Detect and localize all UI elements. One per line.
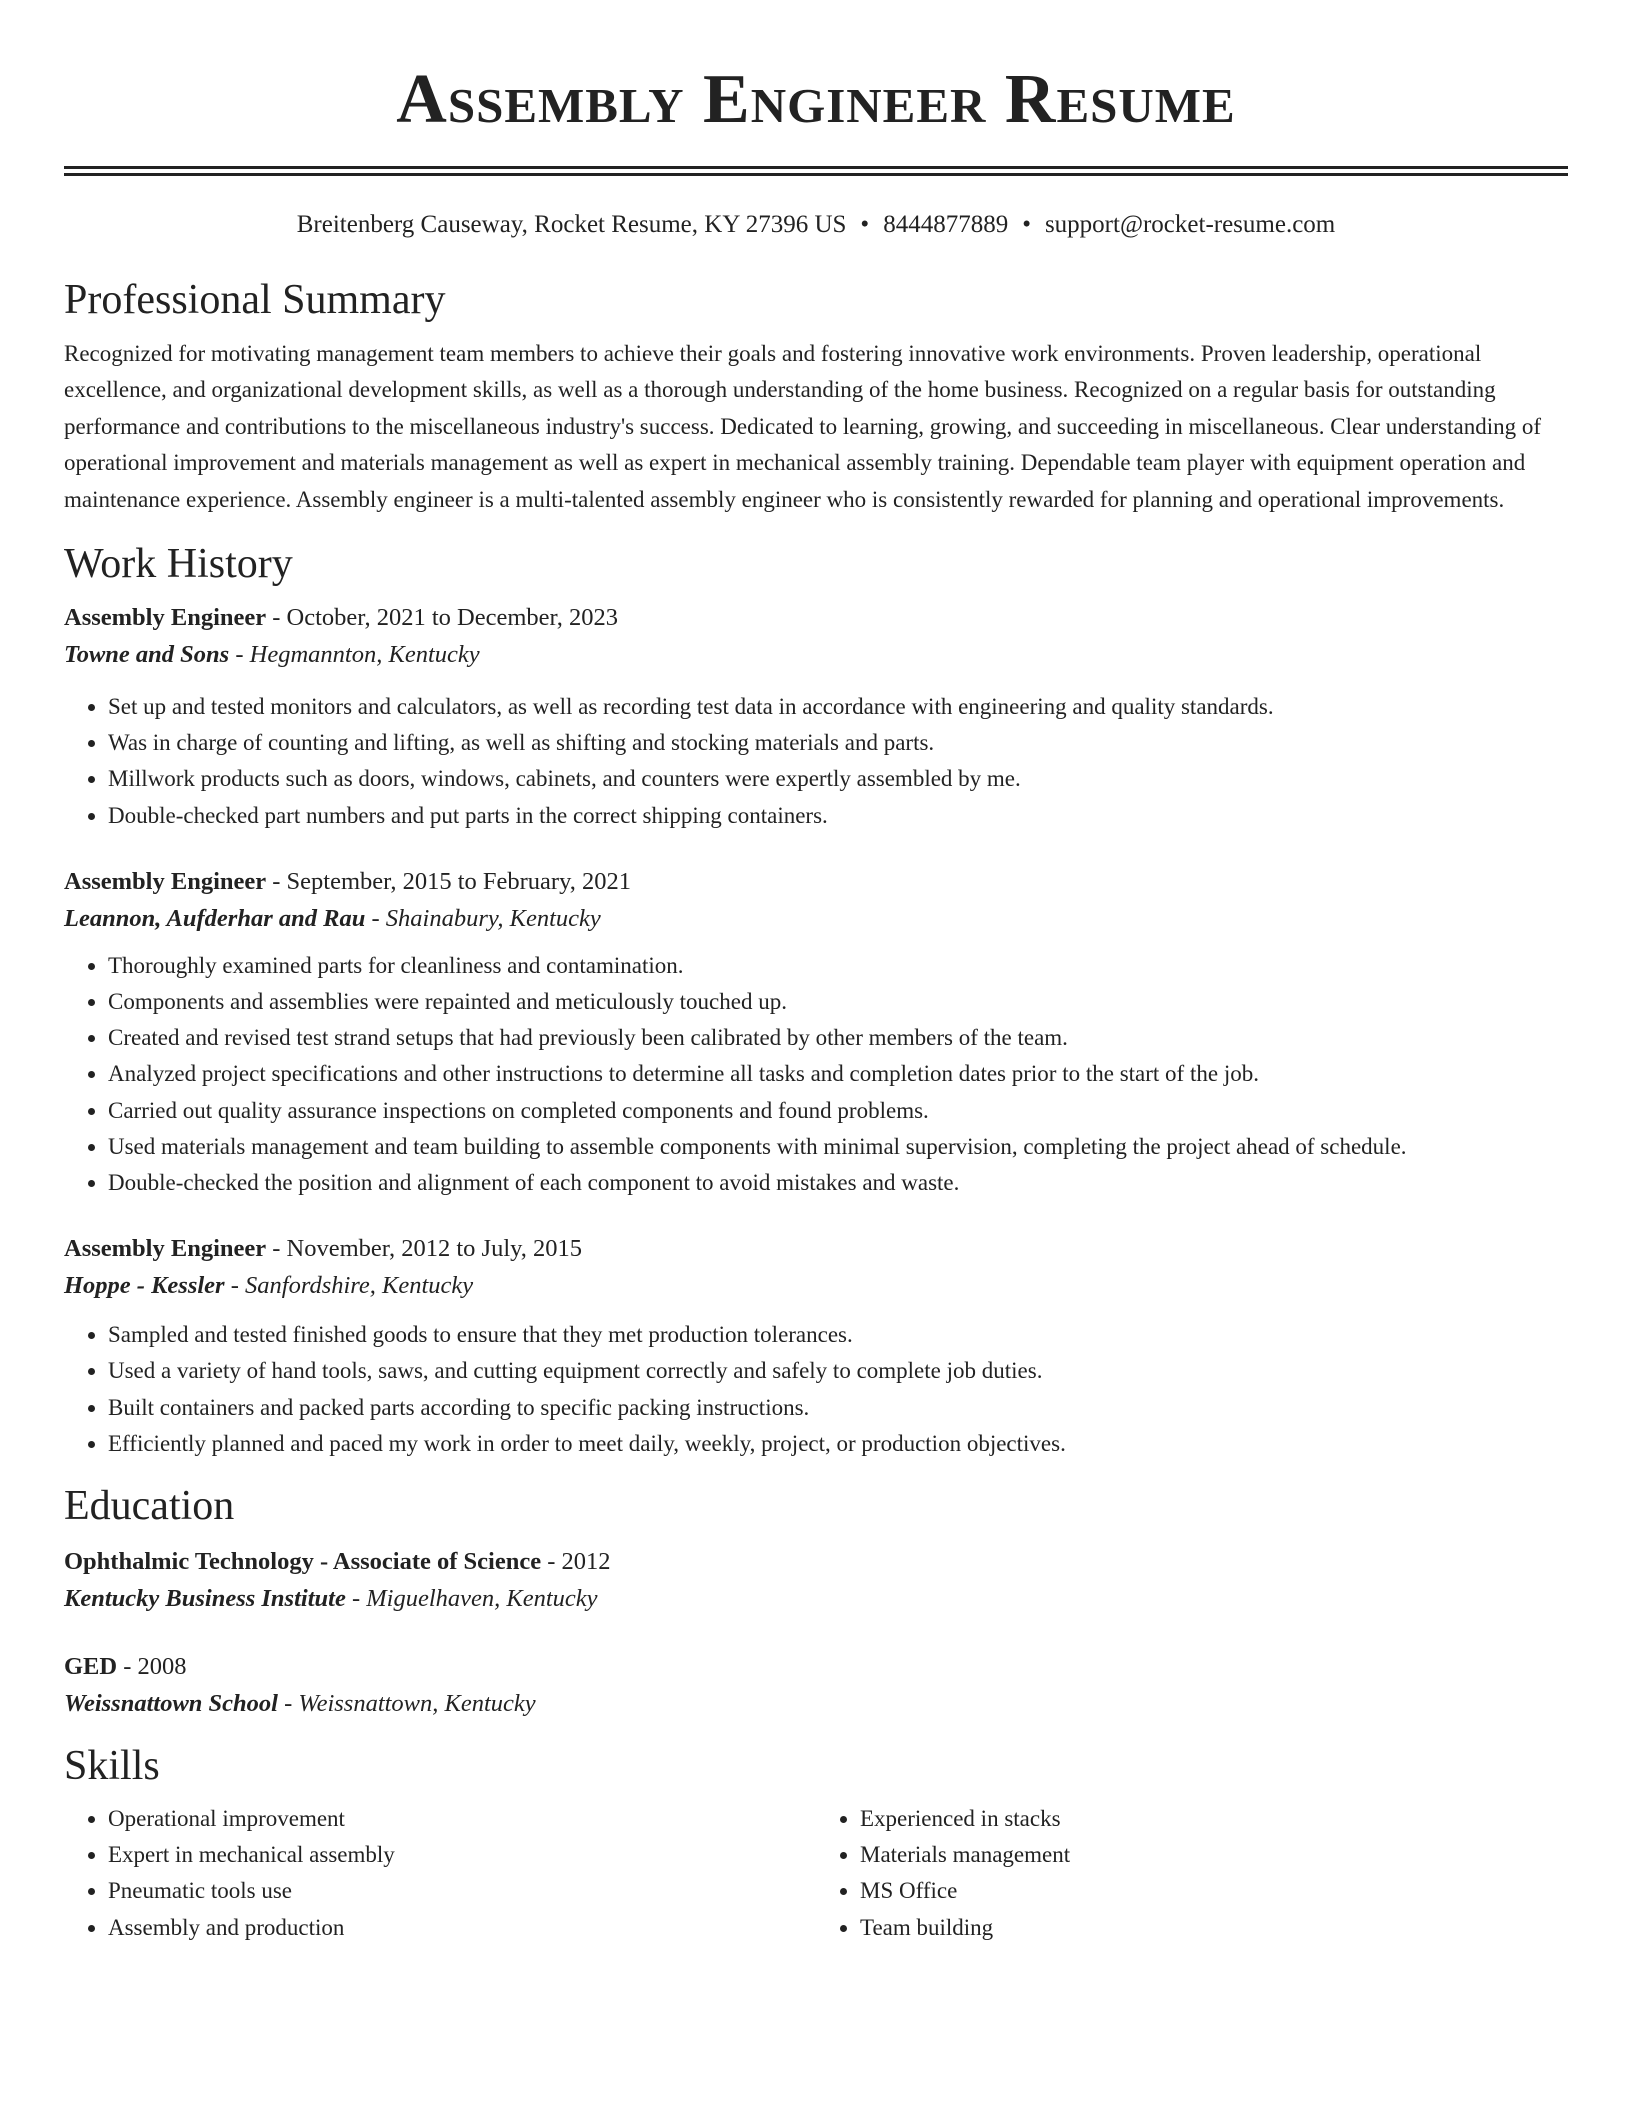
section-heading-education: Education	[64, 1483, 235, 1530]
list-item: • Double-checked the position and alignment of each component to avoid mistakes and waste.	[108, 1165, 1568, 1201]
skill-item: • Experienced in stacks	[860, 1801, 1568, 1837]
job-title-line	[64, 600, 1568, 636]
contact-separator: •	[1022, 211, 1031, 238]
job-location: Sanfordshire, Kentucky	[245, 1272, 474, 1300]
job-location: Hegmannton, Kentucky	[249, 641, 480, 669]
list-item: • Created and revised test strand setups that had previously been calibrated by other members of the team.	[108, 1020, 1568, 1056]
job-company: Leannon, Aufderhar and Rau	[64, 904, 366, 932]
section-heading-summary: Professional Summary	[64, 277, 446, 323]
education-degree-line	[64, 1649, 1568, 1685]
dash: -	[266, 867, 287, 895]
list-item: • Set up and tested monitors and calculators, as well as recording test data in accordance with engineering and quality standards.	[108, 689, 1568, 725]
job-company-line	[64, 1267, 1568, 1305]
job-entry	[64, 1231, 1568, 1462]
job-company-line	[64, 636, 1568, 674]
resume-title: Assembly Engineer Resume	[396, 61, 1236, 138]
list-item: • Thoroughly examined parts for cleanliness and contamination.	[108, 948, 1568, 984]
skills-list-right	[816, 1801, 1568, 1946]
job-company: Hoppe - Kessler	[64, 1272, 225, 1300]
education-location: Miguelhaven, Kentucky	[366, 1585, 598, 1613]
dash: -	[541, 1548, 562, 1576]
education-entry	[64, 1649, 1568, 1723]
list-item: • Built containers and packed parts according to specific packing instructions.	[108, 1390, 1568, 1426]
list-item: • Was in charge of counting and lifting, as well as shifting and stocking materials and parts.	[108, 725, 1568, 761]
contact-phone: 8444877889	[883, 211, 1009, 238]
job-dates: September, 2015 to February, 2021	[286, 867, 631, 895]
job-title: Assembly Engineer	[64, 867, 267, 895]
education-school-line	[64, 1685, 1568, 1723]
dash: -	[277, 1690, 299, 1718]
job-title-line	[64, 864, 1568, 900]
title-double-rule	[64, 166, 1568, 176]
education-school-line	[64, 1580, 1568, 1618]
skill-item: • Team building	[860, 1910, 1568, 1946]
list-item: • Millwork products such as doors, windows, cabinets, and counters were expertly assembled by me.	[108, 761, 1568, 797]
job-entry	[64, 600, 1568, 834]
contact-address: Breitenberg Causeway, Rocket Resume, KY 27396 US	[296, 211, 847, 238]
list-item: • Double-checked part numbers and put parts in the correct shipping containers.	[108, 798, 1568, 834]
list-item: • Analyzed project specifications and other instructions to determine all tasks and completion dates prior to the start of the job.	[108, 1056, 1568, 1092]
section-heading-skills: Skills	[64, 1743, 160, 1790]
dash: -	[266, 1235, 287, 1263]
education-entry	[64, 1544, 1568, 1618]
list-item: • Components and assemblies were repainted and meticulously touched up.	[108, 984, 1568, 1020]
dash: -	[117, 1653, 138, 1681]
job-duties-list	[64, 948, 1568, 1201]
skill-item: • MS Office	[860, 1873, 1568, 1909]
dash: -	[345, 1585, 367, 1613]
education-degree-line	[64, 1544, 1568, 1580]
education-school: Kentucky Business Institute	[64, 1585, 346, 1613]
skill-item: • Expert in mechanical assembly	[108, 1837, 816, 1873]
dash: -	[266, 604, 287, 632]
dash: -	[365, 904, 386, 932]
education-year: 2008	[137, 1653, 187, 1681]
skill-item: • Materials management	[860, 1837, 1568, 1873]
job-company-line	[64, 900, 1568, 938]
job-title: Assembly Engineer	[64, 1235, 267, 1263]
job-company: Towne and Sons	[64, 641, 230, 669]
education-degree: Ophthalmic Technology - Associate of Science	[64, 1548, 542, 1576]
list-item: • Used materials management and team building to assemble components with minimal supervision, completing the project ahead of schedule.	[108, 1129, 1568, 1165]
job-dates: November, 2012 to July, 2015	[286, 1235, 583, 1263]
skill-item: • Pneumatic tools use	[108, 1873, 816, 1909]
section-heading-work-history: Work History	[64, 541, 293, 588]
contact-email: support@rocket-resume.com	[1044, 211, 1336, 238]
job-entry	[64, 864, 1568, 1201]
education-school: Weissnattown School	[64, 1690, 278, 1718]
dash: -	[229, 641, 250, 669]
list-item: • Used a variety of hand tools, saws, and cutting equipment correctly and safely to complete job duties.	[108, 1353, 1568, 1389]
summary-text: Recognized for motivating management team members to achieve their goals and fostering innovative work environments. Proven leadership, operational excellence, and organizational development skills, as well as a thorough understanding of the home business. Recognized on a regular basis for outstanding performance and contributions to the miscellaneous industry's success. Dedicated to learning, growing, and succeeding in miscellaneous. Clear understanding of operational improvement and materials management as well as expert in mechanical assembly training. Dependable team player with equipment operation and maintenance experience. Assembly engineer is a multi-talented assembly engineer who is consistently rewarded for planning and operational improvements.	[64, 341, 1542, 512]
list-item: • Efficiently planned and paced my work in order to meet daily, weekly, project, or production objectives.	[108, 1426, 1568, 1462]
list-item: • Sampled and tested finished goods to ensure that they met production tolerances.	[108, 1317, 1568, 1353]
job-duties-list	[64, 689, 1568, 834]
contact-line	[64, 210, 1568, 240]
education-year: 2012	[561, 1548, 611, 1576]
education-degree: GED	[64, 1653, 118, 1681]
job-location: Shainabury, Kentucky	[385, 904, 601, 932]
skills-list-left	[64, 1801, 816, 1946]
job-duties-list	[64, 1317, 1568, 1462]
skill-item: • Operational improvement	[108, 1801, 816, 1837]
job-dates: October, 2021 to December, 2023	[286, 604, 618, 632]
skill-item: • Assembly and production	[108, 1910, 816, 1946]
job-title: Assembly Engineer	[64, 604, 267, 632]
contact-separator: •	[860, 211, 870, 238]
job-title-line	[64, 1231, 1568, 1267]
skills-grid	[64, 1801, 1568, 1946]
education-location: Weissnattown, Kentucky	[298, 1690, 536, 1718]
dash: -	[224, 1272, 246, 1300]
list-item: • Carried out quality assurance inspections on completed components and found problems.	[108, 1093, 1568, 1129]
